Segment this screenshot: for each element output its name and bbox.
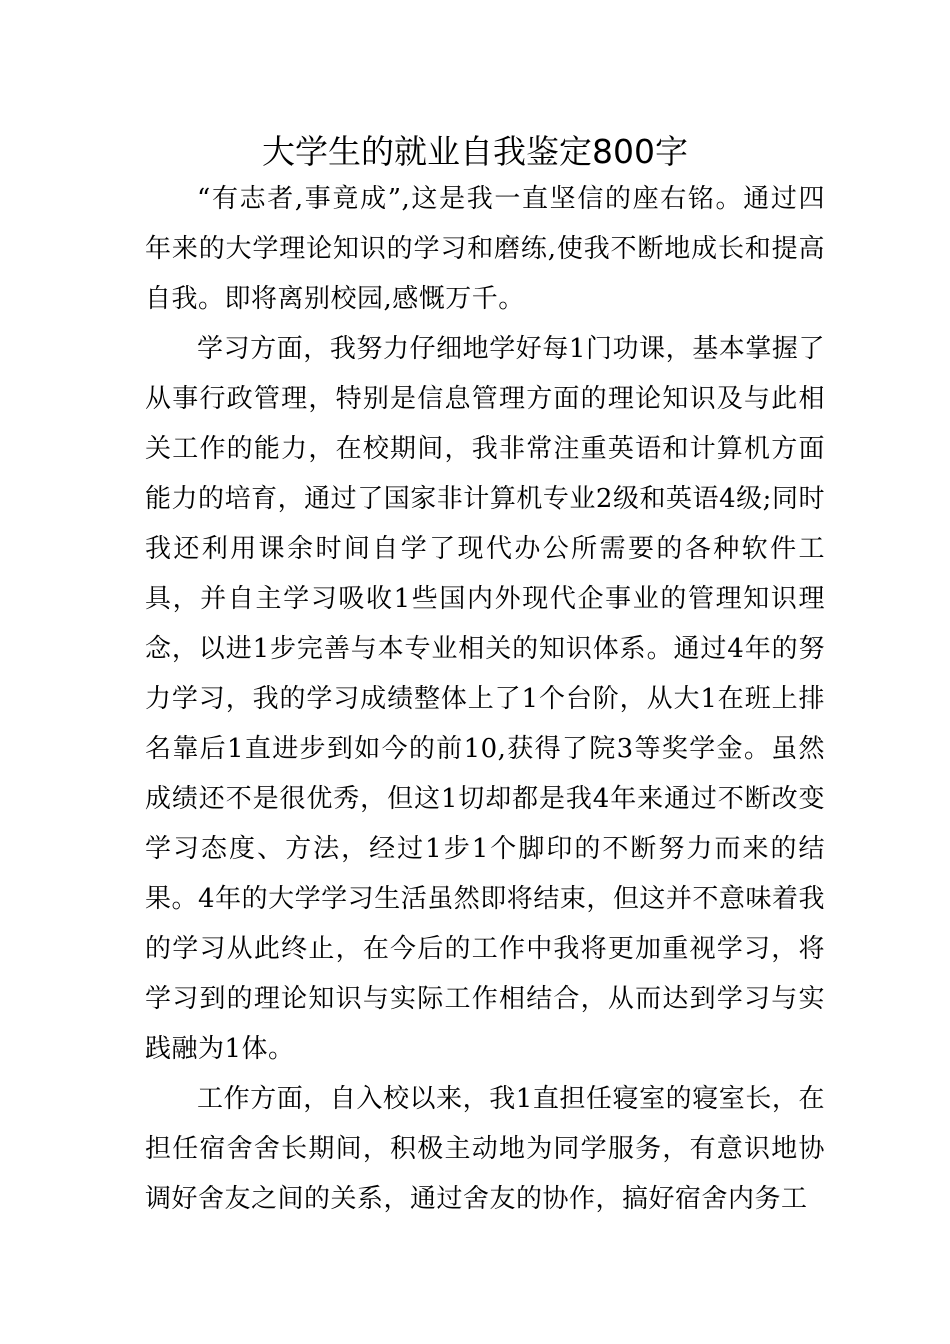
paragraph-study: 学习方面，我努力仔细地学好每1门功课，基本掌握了从事行政管理，特别是信息管理方面的理论知识及与此相关工作的能力，在校期间，我非常注重英语和计算机方面能力的培育，通过了国家非计算机专业2级和英语4级;同时我还利用课余时间自学了现代办公所需要的各种软件工具，并自主学习吸收1些国内外现代企事业的管理知识理念，以进1步完善与本专业相关的知识体系。通过4年的努力学习，我的学习成绩整体上了1个台阶，从大1在班上排名靠后1直进步到如今的前10,获得了院3等奖学金。虽然成绩还不是很优秀，但这1切却都是我4年来通过不断改变学习态度、方法，经过1步1个脚印的不断努力而来的结果。4年的大学学习生活虽然即将结束，但这并不意味着我的学习从此终止，在今后的工作中我将更加重视学习，将学习到的理论知识与实际工作相结合，从而达到学习与实践融为1体。 [145, 334, 825, 1064]
paragraph-motto: “有志者,事竟成”,这是我一直坚信的座右铭。通过四年来的大学理论知识的学习和磨练,使我不断地成长和提高自我。即将离别校园,感慨万千。 [145, 184, 825, 314]
document-body [145, 174, 825, 1224]
paragraph-work: 工作方面，自入校以来，我1直担任寝室的寝室长，在担任宿舍舍长期间，积极主动地为同学服务，有意识地协调好舍友之间的关系，通过舍友的协作，搞好宿舍内务工 [145, 1084, 825, 1214]
document-title: 大学生的就业自我鉴定800字 [262, 132, 688, 171]
